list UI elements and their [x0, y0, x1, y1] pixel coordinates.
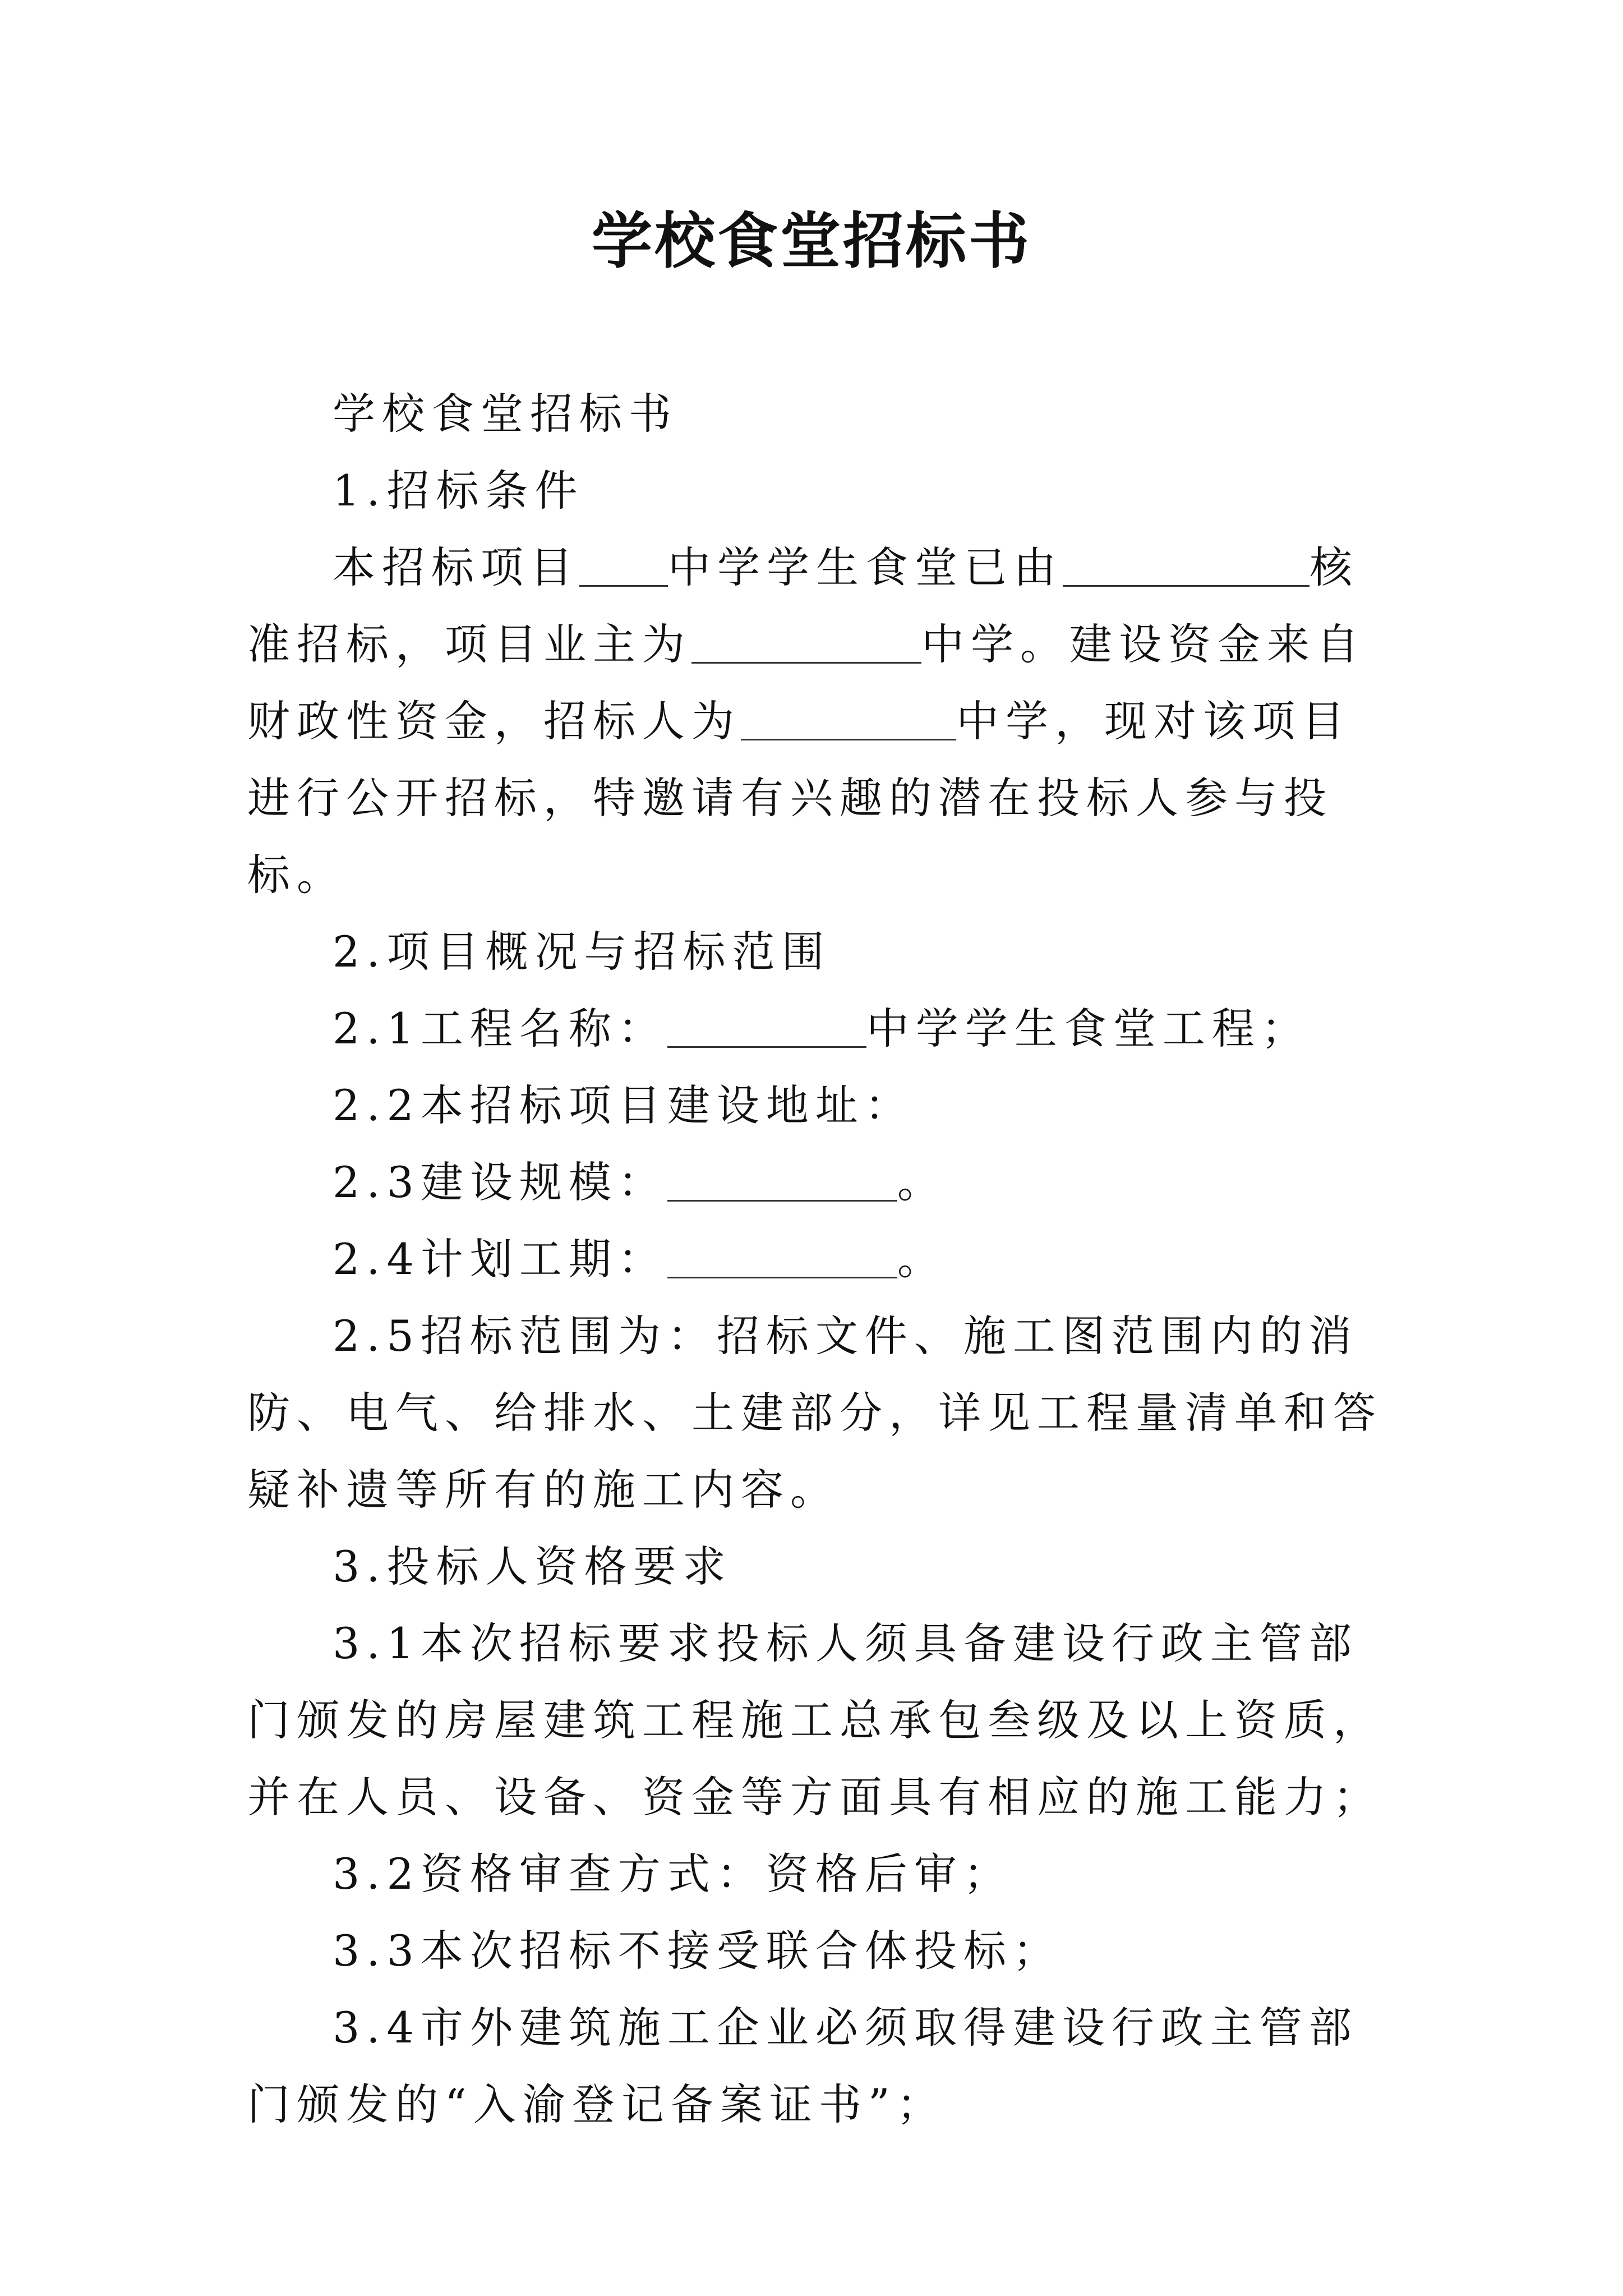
- paragraph-schedule: [247, 1221, 1391, 1297]
- text-segment: 中学。建设资金来自财政性资金，招标人为: [247, 619, 1366, 746]
- paragraph-bidding-scope: 2.5招标范围为：招标文件、施工图范围内的消防、电气、给排水、土建部分，详见工程量清单和答疑补遗等所有的施工内容。: [247, 1311, 1382, 1515]
- text-segment: 2.1工程名称：: [333, 1004, 667, 1053]
- text-segment: 中学学生食堂已由: [668, 542, 1063, 592]
- section-2-heading: 2.项目概况与招标范围: [333, 927, 831, 977]
- paragraph-heading-repeat: 学校食堂招标书: [333, 389, 678, 439]
- text-segment: 中学，现对该项目进行公开招标，特邀请有兴趣的潜在投标人参与投标。: [247, 696, 1351, 900]
- text-segment: 2.4计划工期：: [333, 1234, 667, 1284]
- section-1-heading: 1.招标条件: [333, 466, 584, 516]
- fill-in-blank: [1063, 542, 1310, 587]
- paragraph-registration-certificate: 3.4市外建筑施工企业必须取得建设行政主管部门颁发的“入渝登记备案证书”；: [247, 2003, 1358, 2129]
- document-title: 学校食堂招标书: [591, 206, 1031, 277]
- paragraph-no-consortium: 3.3本次招标不接受联合体投标；: [333, 1926, 1062, 1976]
- paragraph-project-name: [247, 990, 1391, 1067]
- fill-in-blank: [691, 619, 921, 664]
- text-segment: 中学学生食堂工程；: [866, 1004, 1311, 1053]
- paragraph-project-address: 2.2本招标项目建设地址：: [333, 1080, 914, 1130]
- text-segment: 2.3建设规模：: [333, 1157, 667, 1207]
- fill-in-blank: [741, 696, 956, 740]
- fill-in-blank: [667, 1004, 866, 1048]
- text-segment: 本招标项目: [333, 542, 579, 592]
- fill-in-blank: [667, 1157, 897, 1202]
- document-body: [247, 375, 1391, 2143]
- fill-in-blank: [579, 542, 668, 587]
- text-segment: 核准招标，项目业主为: [247, 542, 1359, 669]
- section-3-heading: 3.投标人资格要求: [333, 1542, 732, 1591]
- paragraph-construction-scale: [247, 1144, 1391, 1221]
- fill-in-blank: [667, 1234, 897, 1278]
- text-segment: 。: [897, 1234, 947, 1284]
- paragraph-qualification: 3.1本次招标要求投标人须具备建设行政主管部门颁发的房屋建筑工程施工总承包叁级及以上资质，并在人员、设备、资金等方面具有相应的施工能力；: [247, 1618, 1382, 1822]
- text-segment: 。: [897, 1157, 947, 1207]
- paragraph-review-method: 3.2资格审查方式：资格后审；: [333, 1849, 1013, 1899]
- paragraph-bidding-conditions: [247, 529, 1391, 913]
